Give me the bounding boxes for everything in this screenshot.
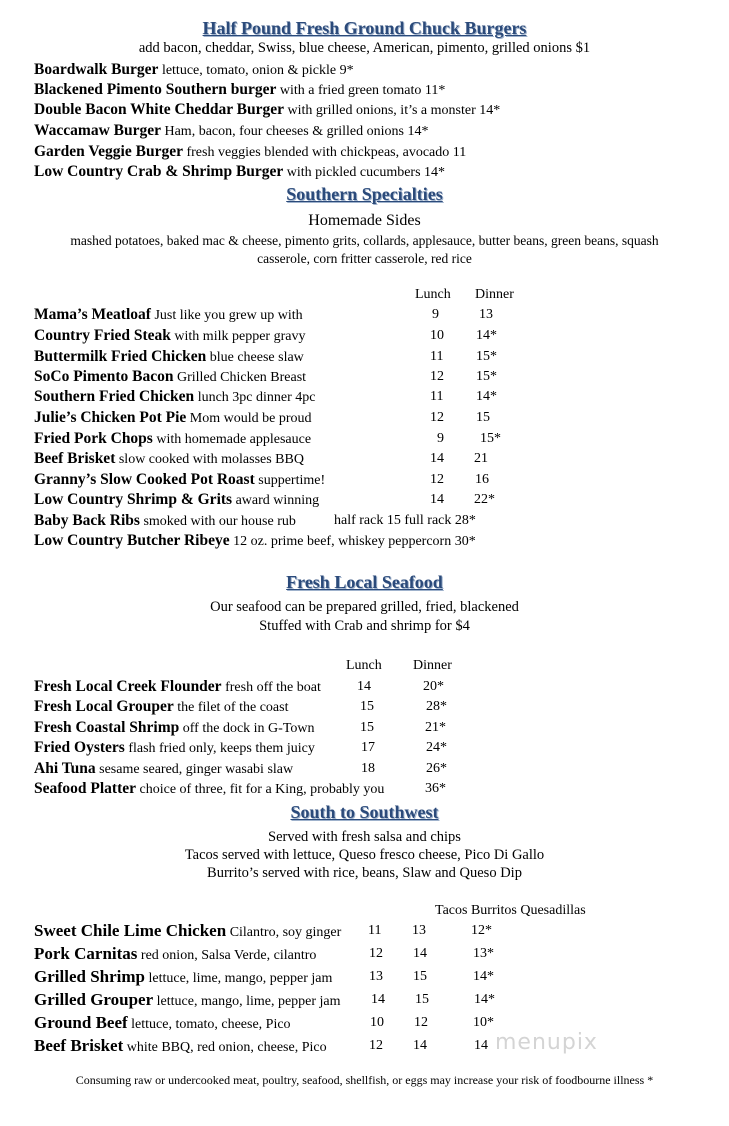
dinner-price: 15* <box>476 369 497 384</box>
menu-item: Beef Brisket white BBQ, red onion, cheese, Pico <box>34 1036 327 1055</box>
dinner-price: 14* <box>476 389 497 404</box>
quesadillas-price: 13* <box>473 946 494 961</box>
dinner-price: 16 <box>475 472 489 487</box>
quesadillas-price: 12* <box>471 923 492 938</box>
menu-item: Grilled Grouper lettuce, mango, lime, pepper jam <box>34 990 341 1009</box>
menu-item: Sweet Chile Lime Chicken Cilantro, soy ginger <box>34 921 342 940</box>
menu-item: Julie’s Chicken Pot Pie Mom would be proud <box>34 409 312 426</box>
southwest-heading: South to Southwest <box>290 802 439 822</box>
tacos-price: 14 <box>371 992 385 1007</box>
dinner-price: 22* <box>474 492 495 507</box>
menu-item: Buttermilk Fried Chicken blue cheese slaw <box>34 348 304 365</box>
lunch-price: 11 <box>430 389 444 404</box>
seafood-heading: Fresh Local Seafood <box>286 572 443 592</box>
burgers-addons: add bacon, cheddar, Swiss, blue cheese, American, pimento, grilled onions $1 <box>138 40 591 56</box>
menu-item: Beef Brisket slow cooked with molasses BBQ <box>34 450 304 467</box>
watermark-logo: menupix <box>495 1030 598 1055</box>
dinner-price: 15* <box>480 431 501 446</box>
dinner-price: 28* <box>426 699 447 714</box>
ribs-price: half rack 15 full rack 28* <box>334 513 476 528</box>
menu-item: Country Fried Steak with milk pepper gravy <box>34 327 306 344</box>
burritos-price: 15 <box>415 992 429 1007</box>
burritos-price: 14 <box>413 1038 427 1053</box>
menu-item: Double Bacon White Cheddar Burger with grilled onions, it’s a monster 14* <box>34 101 501 118</box>
quesadillas-price: 10* <box>473 1015 494 1030</box>
menu-item: Ground Beef lettuce, tomato, cheese, Pico <box>34 1013 291 1032</box>
burritos-price: 12 <box>414 1015 428 1030</box>
dinner-price: 21 <box>474 451 488 466</box>
southwest-columns: Tacos Burritos Quesadillas <box>435 903 586 918</box>
sides-line-1: mashed potatoes, baked mac & cheese, pimento grits, collards, applesauce, butter beans, green beans, squash <box>70 233 659 248</box>
tacos-price: 12 <box>369 946 383 961</box>
menu-item: Baby Back Ribs smoked with our house rub <box>34 512 296 529</box>
tacos-price: 13 <box>369 969 383 984</box>
lunch-price: 15 <box>360 720 374 735</box>
menu-item: Pork Carnitas red onion, Salsa Verde, cilantro <box>34 944 317 963</box>
menu-item: Low Country Shrimp & Grits award winning <box>34 491 320 508</box>
dinner-price: 14* <box>476 328 497 343</box>
menu-item: Fried Oysters flash fried only, keeps them juicy <box>34 739 315 756</box>
lunch-price: 9 <box>437 431 444 446</box>
southern-heading: Southern Specialties <box>286 184 443 204</box>
dinner-price: 15* <box>476 349 497 364</box>
menu-item: Fresh Local Creek Flounder fresh off the boat <box>34 678 321 695</box>
quesadillas-price: 14 <box>474 1038 488 1053</box>
col-dinner: Dinner <box>475 287 514 302</box>
menu-item: Southern Fried Chicken lunch 3pc dinner 4pc <box>34 388 316 405</box>
tacos-price: 11 <box>368 923 382 938</box>
dinner-price: 21* <box>425 720 446 735</box>
southwest-note-3: Burrito’s served with rice, beans, Slaw and Queso Dip <box>207 865 522 881</box>
menu-item: Low Country Crab & Shrimp Burger with pickled cucumbers 14* <box>34 163 446 180</box>
lunch-price: 14 <box>357 679 371 694</box>
menu-item: Ahi Tuna sesame seared, ginger wasabi slaw <box>34 760 294 777</box>
quesadillas-price: 14* <box>474 992 495 1007</box>
menu-item: Seafood Platter choice of three, fit for a King, probably you <box>34 780 385 797</box>
menu-item: Mama’s Meatloaf Just like you grew up with <box>34 306 303 323</box>
sides-title: Homemade Sides <box>308 212 421 229</box>
quesadillas-price: 14* <box>473 969 494 984</box>
tacos-price: 10 <box>370 1015 384 1030</box>
food-safety-disclaimer: Consuming raw or undercooked meat, poultry, seafood, shellfish, or eggs may increase your risk of foodbourne illness * <box>75 1073 654 1087</box>
col-lunch: Lunch <box>346 658 382 673</box>
lunch-price: 12 <box>430 472 444 487</box>
menu-item: SoCo Pimento Bacon Grilled Chicken Breast <box>34 368 307 385</box>
southwest-note-1: Served with fresh salsa and chips <box>268 829 461 845</box>
lunch-price: 12 <box>430 410 444 425</box>
lunch-price: 12 <box>430 369 444 384</box>
burritos-price: 13 <box>412 923 426 938</box>
dinner-price: 20* <box>423 679 444 694</box>
menu-item: Garden Veggie Burger fresh veggies blended with chickpeas, avocado 11 <box>34 143 467 160</box>
menu-item: Boardwalk Burger lettuce, tomato, onion & pickle 9* <box>34 61 354 78</box>
lunch-price: 11 <box>430 349 444 364</box>
menu-item: Fried Pork Chops with homemade applesauce <box>34 430 312 447</box>
lunch-price: 18 <box>361 761 375 776</box>
col-dinner: Dinner <box>413 658 452 673</box>
menu-item: Grilled Shrimp lettuce, lime, mango, pepper jam <box>34 967 333 986</box>
southwest-note-2: Tacos served with lettuce, Queso fresco cheese, Pico Di Gallo <box>184 847 545 863</box>
seafood-note-1: Our seafood can be prepared grilled, fried, blackened <box>210 599 519 615</box>
menu-item: Waccamaw Burger Ham, bacon, four cheeses & grilled onions 14* <box>34 122 429 139</box>
burritos-price: 14 <box>413 946 427 961</box>
dinner-price: 15 <box>476 410 490 425</box>
lunch-price: 17 <box>361 740 375 755</box>
tacos-price: 12 <box>369 1038 383 1053</box>
dinner-price: 36* <box>425 781 446 796</box>
lunch-price: 14 <box>430 451 444 466</box>
seafood-note-2: Stuffed with Crab and shrimp for $4 <box>259 618 470 634</box>
lunch-price: 10 <box>430 328 444 343</box>
menu-item: Blackened Pimento Southern burger with a fried green tomato 11* <box>34 81 446 98</box>
col-lunch: Lunch <box>415 287 451 302</box>
dinner-price: 26* <box>426 761 447 776</box>
dinner-price: 24* <box>426 740 447 755</box>
dinner-price: 13 <box>479 307 493 322</box>
lunch-price: 14 <box>430 492 444 507</box>
menu-item: Fresh Local Grouper the filet of the coast <box>34 698 289 715</box>
burritos-price: 15 <box>413 969 427 984</box>
menu-item: Granny’s Slow Cooked Pot Roast suppertime! <box>34 471 326 488</box>
burgers-heading: Half Pound Fresh Ground Chuck Burgers <box>202 18 527 38</box>
menu-item: Fresh Coastal Shrimp off the dock in G-Town <box>34 719 315 736</box>
lunch-price: 15 <box>360 699 374 714</box>
sides-line-2: casserole, corn fritter casserole, red rice <box>257 251 472 266</box>
menu-item: Low Country Butcher Ribeye 12 oz. prime beef, whiskey peppercorn 30* <box>34 532 476 549</box>
lunch-price: 9 <box>432 307 439 322</box>
